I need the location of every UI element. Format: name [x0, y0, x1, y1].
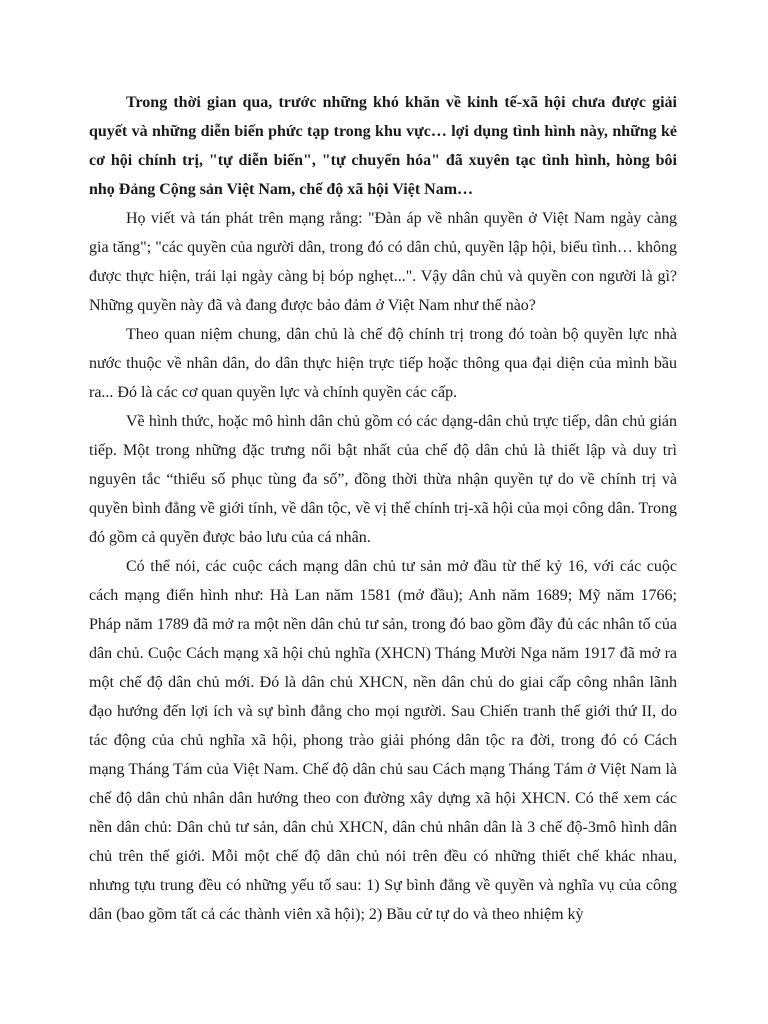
body-paragraph: Họ viết và tán phát trên mạng rằng: "Đàn áp về nhân quyền ở Việt Nam ngày càng gia tăng"; "các quyền của người dân, trong đó có dân chủ, quyền lập hội, biểu tình… không được thực hiện, trái lại ngày càng bị bóp nghẹt...". Vậy dân chủ và quyền con người là gì? Những quyền này đã và đang được bảo đảm ở Việt Nam như thế nào?	[89, 210, 677, 314]
intro-paragraph: Trong thời gian qua, trước những khó khăn về kinh tế-xã hội chưa được giải quyết và những diễn biến phức tạp trong khu vực… lợi dụng tình hình này, những kẻ cơ hội chính trị, "tự diễn biến", "tự chuyển hóa" đã xuyên tạc tình hình, hòng bôi nhọ Đảng Cộng sản Việt Nam, chế độ xã hội Việt Nam…	[89, 94, 677, 198]
body-paragraph: Có thể nói, các cuộc cách mạng dân chủ tư sản mở đầu từ thế kỷ 16, với các cuộc cách mạng điển hình như: Hà Lan năm 1581 (mở đầu); Anh năm 1689; Mỹ năm 1766; Pháp năm 1789 đã mở ra một nền dân chủ tư sản, trong đó bao gồm đầy đủ các nhân tố của dân chủ. Cuộc Cách mạng xã hội chủ nghĩa (XHCN) Tháng Mười Nga năm 1917 đã mở ra một chế độ dân chủ mới. Đó là dân chủ XHCN, nền dân chủ do giai cấp công nhân lãnh đạo hướng đến lợi ích và sự bình đẳng cho mọi người. Sau Chiến tranh thế giới thứ II, do tác động của chủ nghĩa xã hội, phong trào giải phóng dân tộc ra đời, trong đó có Cách mạng Tháng Tám của Việt Nam. Chế độ dân chủ sau Cách mạng Tháng Tám ở Việt Nam là chế độ dân chủ nhân dân hướng theo con đường xây dựng xã hội XHCN. Có thể xem các nền dân chủ: Dân chủ tư sản, dân chủ XHCN, dân chủ nhân dân là 3 chế độ-3mô hình dân chủ trên thế giới. Mỗi một chế độ dân chủ nói trên đều có những thiết chế khác nhau, nhưng tựu trung đều có những yếu tố sau: 1) Sự bình đẳng về quyền và nghĩa vụ của công dân (bao gồm tất cả các thành viên xã hội); 2) Bầu cử tự do và theo nhiệm kỳ	[89, 558, 677, 923]
body-paragraph: Về hình thức, hoặc mô hình dân chủ gồm có các dạng-dân chủ trực tiếp, dân chủ gián tiếp. Một trong những đặc trưng nổi bật nhất của chế độ dân chủ là thiết lập và duy trì nguyên tắc “thiểu số phục tùng đa số”, đồng thời thừa nhận quyền tự do về chính trị và quyền bình đẳng về giới tính, về dân tộc, về vị thế chính trị-xã hội của mọi công dân. Trong đó gồm cả quyền được bảo lưu của cá nhân.	[89, 413, 677, 546]
body-paragraph: Theo quan niệm chung, dân chủ là chế độ chính trị trong đó toàn bộ quyền lực nhà nước thuộc về nhân dân, do dân thực hiện trực tiếp hoặc thông qua đại diện của mình bầu ra... Đó là các cơ quan quyền lực và chính quyền các cấp.	[89, 326, 677, 401]
document-page	[89, 88, 677, 929]
